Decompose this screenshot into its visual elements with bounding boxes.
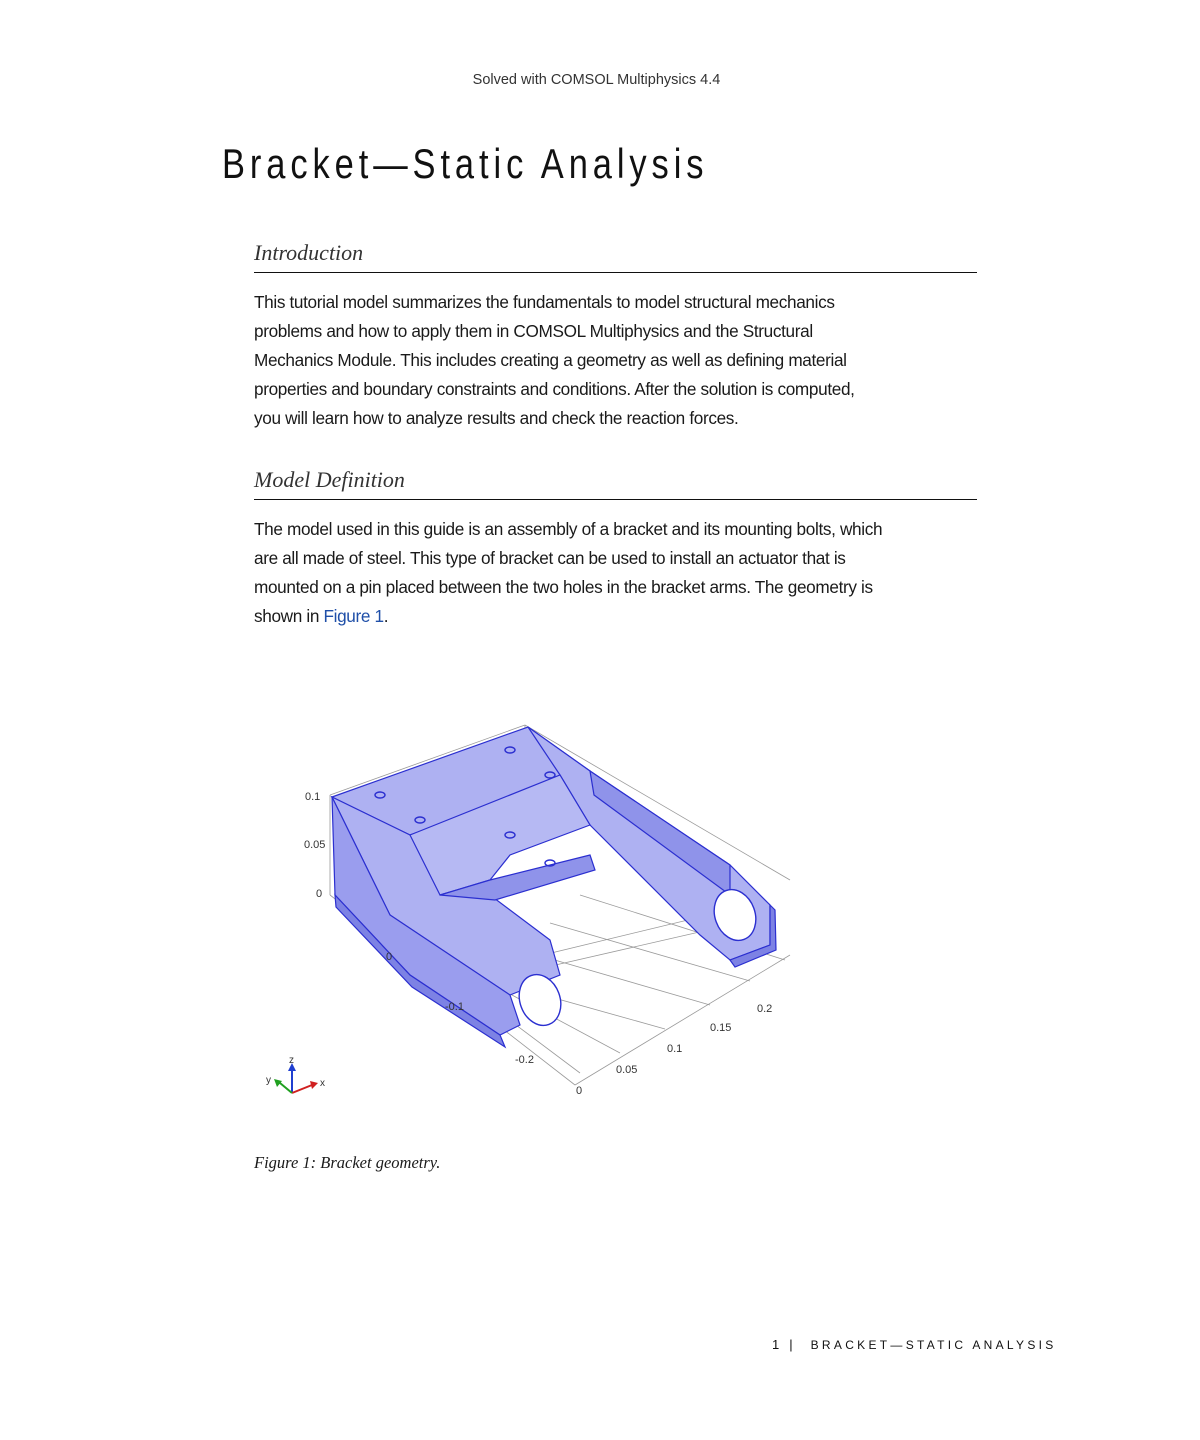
paragraph-line: problems and how to apply them in COMSOL Multiphysics and the Structural [254, 321, 813, 341]
tick-label-x: 0.2 [757, 1003, 773, 1015]
tick-label-y: -0.1 [445, 1001, 464, 1013]
model-definition-paragraph [254, 515, 989, 631]
axis-triad-icon [266, 1055, 325, 1093]
footer-separator: | [789, 1337, 793, 1352]
tick-label-x: 0.15 [710, 1022, 732, 1034]
tick-label-x: 0.05 [616, 1064, 638, 1076]
line-prefix: shown in [254, 606, 324, 626]
paragraph-line: you will learn how to analyze results and check the reaction forces. [254, 408, 739, 428]
line-suffix: . [383, 606, 389, 626]
introduction-paragraph [254, 288, 989, 433]
triad-label-x: x [320, 1078, 325, 1089]
tick-label-z: 0 [316, 888, 323, 900]
tick-label-x: 0 [576, 1085, 583, 1097]
footer-title: BRACKET—STATIC ANALYSIS [810, 1338, 1057, 1352]
tick-label-x: 0.1 [667, 1043, 683, 1055]
figure-caption: Figure 1: Bracket geometry. [254, 1153, 441, 1172]
paragraph-line: properties and boundary constraints and conditions. After the solution is computed, [254, 379, 855, 399]
page-header: Solved with COMSOL Multiphysics 4.4 [472, 72, 721, 88]
document-title: Bracket—Static Analysis [222, 140, 709, 187]
paragraph-line: mounted on a pin placed between the two holes in the bracket arms. The geometry is [254, 577, 873, 597]
paragraph-line: The model used in this guide is an assembly of a bracket and its mounting bolts, which [254, 519, 883, 539]
page-number: 1 [772, 1337, 780, 1352]
paragraph-line: are all made of steel. This type of bracket can be used to install an actuator that is [254, 548, 846, 568]
section-heading-introduction: Introduction [254, 240, 977, 273]
tick-label-y: -0.2 [515, 1054, 534, 1066]
tick-label-y: 0 [386, 951, 393, 963]
section-heading-model-definition: Model Definition [254, 467, 977, 500]
tick-label-z: 0.1 [305, 791, 321, 803]
page-footer [772, 1337, 1057, 1352]
figure-1-link[interactable]: Figure 1 [323, 606, 384, 626]
paragraph-line: This tutorial model summarizes the fundamentals to model structural mechanics [254, 292, 835, 312]
tick-label-z: 0.05 [304, 839, 326, 851]
triad-label-z: z [289, 1055, 294, 1066]
bracket-geometry-figure [260, 705, 820, 1115]
triad-label-y: y [266, 1075, 271, 1086]
paragraph-line: Mechanics Module. This includes creating a geometry as well as defining material [254, 350, 847, 370]
paragraph-line [254, 602, 989, 631]
